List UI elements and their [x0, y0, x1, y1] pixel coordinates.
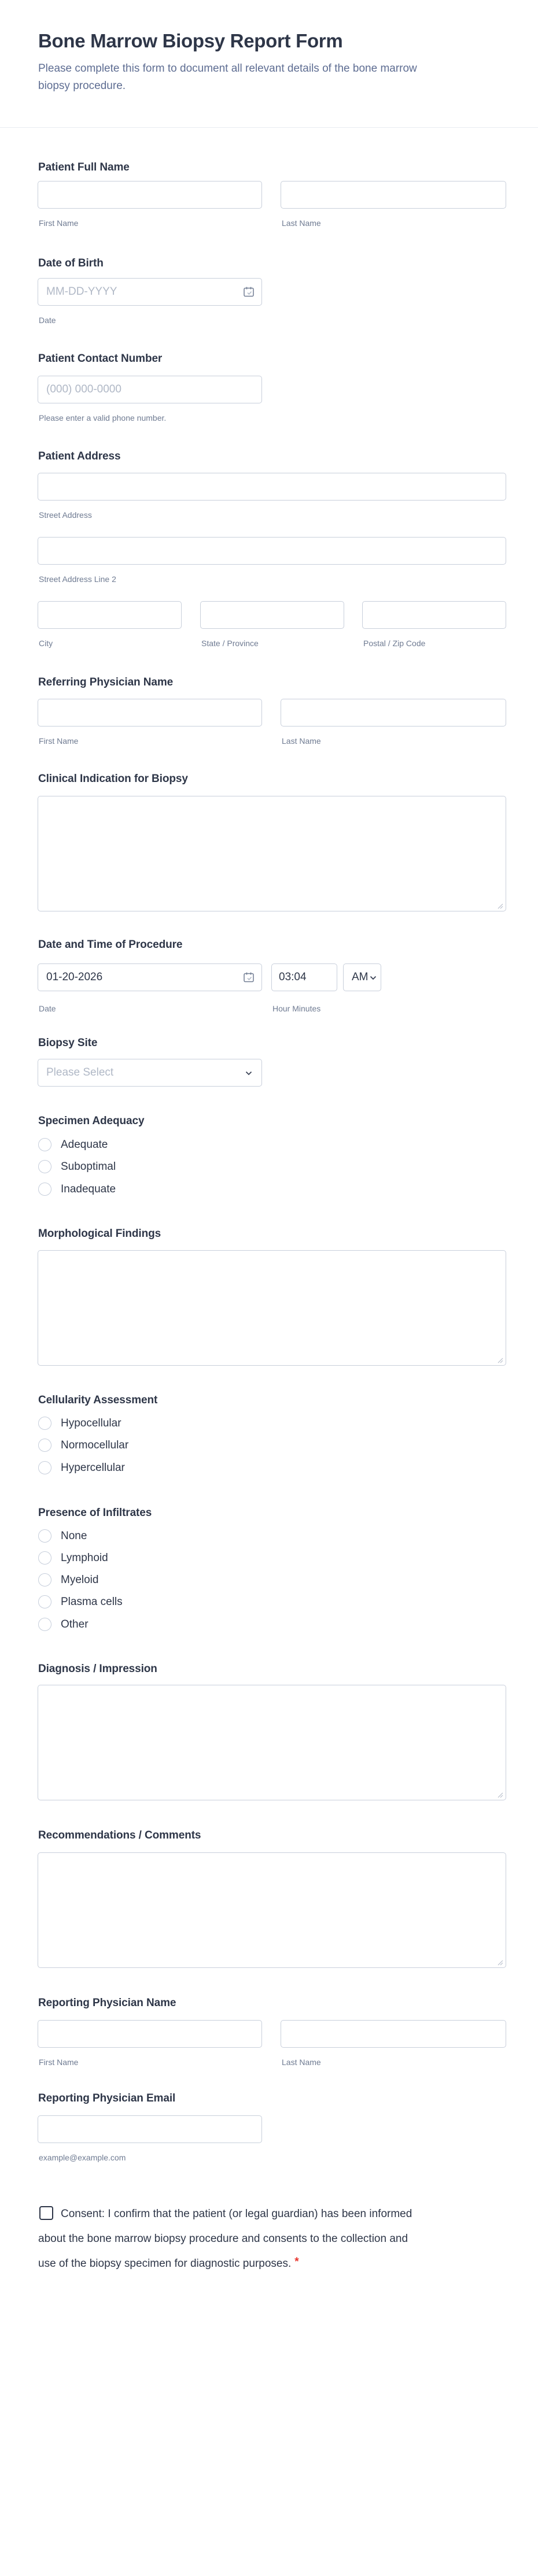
reporting-physician-label: Reporting Physician Name	[38, 1997, 176, 2009]
diagnosis-label: Diagnosis / Impression	[38, 1663, 157, 1675]
infiltrates-myeloid-radio[interactable]	[38, 1573, 51, 1587]
street-address-sublabel: Street Address	[39, 510, 92, 520]
postal-sublabel: Postal / Zip Code	[363, 639, 426, 648]
page-title: Bone Marrow Biopsy Report Form	[38, 30, 343, 51]
diagnosis-textarea[interactable]	[38, 1685, 506, 1800]
reporting-email-input[interactable]	[38, 2115, 262, 2143]
reporting-first-name-sublabel: First Name	[39, 2058, 79, 2067]
recommendations-textarea[interactable]	[38, 1852, 506, 1968]
postal-input[interactable]	[362, 601, 506, 629]
form-subtitle-line2: biopsy procedure.	[38, 80, 126, 92]
dob-label: Date of Birth	[38, 257, 104, 269]
referring-first-name-input[interactable]	[38, 699, 262, 727]
state-input[interactable]	[200, 601, 344, 629]
specimen-suboptimal-radio[interactable]	[38, 1160, 51, 1173]
ampm-selected-value: AM	[352, 971, 369, 983]
street-address2-sublabel: Street Address Line 2	[39, 574, 116, 584]
contact-phone-input[interactable]	[38, 376, 262, 403]
clinical-indication-label: Clinical Indication for Biopsy	[38, 773, 188, 785]
clinical-indication-textarea[interactable]	[38, 796, 506, 911]
infiltrates-none-label: None	[61, 1530, 87, 1542]
specimen-adequate-radio[interactable]	[38, 1138, 51, 1151]
consent-text-line2: about the bone marrow biopsy procedure and consents to the collection and	[38, 2233, 408, 2245]
contact-label: Patient Contact Number	[38, 353, 163, 365]
dob-sublabel: Date	[39, 316, 56, 325]
cellularity-hypercellular-label: Hypercellular	[61, 1462, 125, 1474]
biopsy-site-placeholder: Please Select	[46, 1066, 114, 1078]
cellularity-normocellular-radio[interactable]	[38, 1439, 51, 1452]
biopsy-site-label: Biopsy Site	[38, 1037, 98, 1049]
address-label: Patient Address	[38, 450, 121, 462]
consent-text-line3-text: use of the biopsy specimen for diagnostic purposes.	[38, 2258, 292, 2270]
referring-last-name-input[interactable]	[281, 699, 506, 727]
consent-text-line1: Consent: I confirm that the patient (or legal guardian) has been informed	[61, 2208, 412, 2220]
referring-last-name-sublabel: Last Name	[282, 736, 321, 746]
morphological-findings-label: Morphological Findings	[38, 1228, 161, 1240]
city-input[interactable]	[38, 601, 182, 629]
reporting-email-label: Reporting Physician Email	[38, 2092, 176, 2104]
resize-handle-icon[interactable]	[496, 1356, 503, 1363]
biopsy-site-select[interactable]	[38, 1059, 262, 1087]
consent-checkbox[interactable]	[39, 2206, 53, 2220]
patient-name-label: Patient Full Name	[38, 161, 130, 173]
referring-physician-label: Referring Physician Name	[38, 676, 174, 688]
cellularity-normocellular-label: Normocellular	[61, 1439, 129, 1451]
specimen-adequacy-label: Specimen Adequacy	[38, 1115, 145, 1127]
city-sublabel: City	[39, 639, 53, 648]
required-asterisk: *	[294, 2256, 299, 2268]
resize-handle-icon[interactable]	[496, 902, 503, 909]
patient-last-name-sublabel: Last Name	[282, 218, 321, 228]
reporting-last-name-sublabel: Last Name	[282, 2058, 321, 2067]
infiltrates-plasma-cells-label: Plasma cells	[61, 1596, 123, 1608]
specimen-suboptimal-label: Suboptimal	[61, 1161, 116, 1173]
recommendations-label: Recommendations / Comments	[38, 1829, 201, 1841]
reporting-last-name-input[interactable]	[281, 2020, 506, 2048]
ampm-select[interactable]	[343, 963, 381, 991]
resize-handle-icon[interactable]	[496, 1791, 503, 1798]
resize-handle-icon[interactable]	[496, 1959, 503, 1966]
infiltrates-lymphoid-radio[interactable]	[38, 1551, 51, 1565]
procedure-time-sublabel: Hour Minutes	[272, 1004, 321, 1013]
chevron-down-icon	[245, 1071, 252, 1076]
cellularity-hypocellular-label: Hypocellular	[61, 1417, 121, 1429]
patient-last-name-input[interactable]	[281, 181, 506, 209]
morphological-findings-textarea[interactable]	[38, 1250, 506, 1366]
form-subtitle-line1: Please complete this form to document all relevant details of the bone marrow	[38, 62, 417, 75]
patient-first-name-sublabel: First Name	[39, 218, 79, 228]
referring-first-name-sublabel: First Name	[39, 736, 79, 746]
specimen-adequate-label: Adequate	[61, 1139, 108, 1151]
infiltrates-none-radio[interactable]	[38, 1529, 51, 1543]
procedure-date-input[interactable]	[38, 963, 262, 991]
chevron-down-icon	[370, 976, 377, 980]
reporting-email-sublabel: example@example.com	[39, 2153, 126, 2162]
street-address-input[interactable]	[38, 473, 506, 501]
infiltrates-myeloid-label: Myeloid	[61, 1574, 99, 1586]
contact-sublabel: Please enter a valid phone number.	[39, 413, 167, 422]
infiltrates-other-label: Other	[61, 1618, 89, 1630]
consent-text-line3	[38, 2258, 299, 2270]
reporting-first-name-input[interactable]	[38, 2020, 262, 2048]
cellularity-label: Cellularity Assessment	[38, 1394, 158, 1406]
procedure-time-input[interactable]	[271, 963, 337, 991]
specimen-inadequate-radio[interactable]	[38, 1183, 51, 1196]
infiltrates-label: Presence of Infiltrates	[38, 1507, 152, 1519]
infiltrates-lymphoid-label: Lymphoid	[61, 1552, 108, 1564]
infiltrates-other-radio[interactable]	[38, 1618, 51, 1631]
cellularity-hypercellular-radio[interactable]	[38, 1461, 51, 1474]
patient-first-name-input[interactable]	[38, 181, 262, 209]
street-address2-input[interactable]	[38, 537, 506, 565]
header-divider	[0, 127, 538, 128]
calendar-icon[interactable]	[242, 286, 255, 298]
dob-input[interactable]	[38, 278, 262, 306]
state-sublabel: State / Province	[201, 639, 259, 648]
procedure-date-sublabel: Date	[39, 1004, 56, 1013]
procedure-datetime-label: Date and Time of Procedure	[38, 939, 183, 951]
cellularity-hypocellular-radio[interactable]	[38, 1417, 51, 1430]
infiltrates-plasma-cells-radio[interactable]	[38, 1595, 51, 1608]
calendar-icon[interactable]	[242, 971, 255, 984]
specimen-inadequate-label: Inadequate	[61, 1183, 116, 1195]
